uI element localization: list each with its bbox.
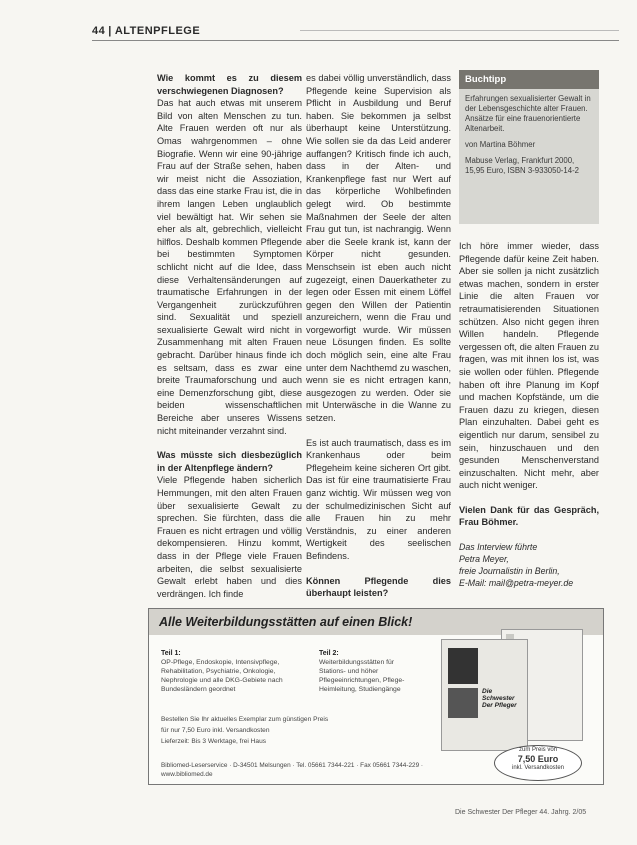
book-tip-publisher: Mabuse Verlag, Frankfurt 2000, 15,95 Euro, ISBN 3-933050-14-2 <box>465 156 579 175</box>
book-cover <box>441 639 528 751</box>
book-tip-author: von Martina Böhmer <box>465 140 536 149</box>
ad-part-1-body: OP-Pflege, Endoskopie, Intensivpflege, Rehabilitation, Psychiatrie, Onkologie, Nephrologie und alle DKG-Gebiete nach Bundesländern geordnet <box>161 659 283 693</box>
cover-photo <box>448 688 478 718</box>
book-tip-box <box>459 70 599 224</box>
column-3 <box>459 240 599 589</box>
column-1 <box>157 72 302 612</box>
price-label: zum Preis von <box>518 747 557 753</box>
interview-credit <box>459 541 599 589</box>
ad-order-line: für nur 7,50 Euro inkl. Versandkosten <box>161 727 270 734</box>
page-footer: Die Schwester Der Pfleger 44. Jahrg. 2/05 <box>455 809 587 816</box>
credit-email: E-Mail: mail@petra-meyer.de <box>459 578 574 589</box>
page-number: 44 <box>92 25 106 37</box>
ad-order-line: Lieferzeit: Bis 3 Werktage, frei Haus <box>161 738 267 745</box>
ad-part-2 <box>319 649 419 694</box>
section-title: ALTENPFLEGE <box>114 25 201 37</box>
ad-part-1 <box>161 649 311 694</box>
ad-part-2-head: Teil 2: <box>319 650 339 657</box>
advertisement <box>148 608 604 785</box>
price-badge <box>494 745 582 781</box>
header-top-rule <box>300 30 619 31</box>
ad-title: Alle Weiterbildungsstätten auf einen Blick! <box>149 609 603 635</box>
paragraph: es dabei völlig unverständlich, dass Pflegende keine Supervision als Pflicht in Ausbildung und Beruf haben. Sie bekommen ja selbst überhaupt keine Unterstützung. Wie sollen sie da das Leid anderer auffangen? Kritisch finde ich auch, dass in der Alten- und Krankenpflege fast nur Wert auf das körperliche Wohlbefinden gelegt wird. Ob bestimmte Maßnahmen der Seele der alten Frau gut tun, ist nachrangig. Wenn aber die Seele krank ist, kann der Körper nicht gesunden. Menschsein ist eben auch nicht zugezeigt, einen Dauerkatheter zu legen oder Essen mit einem Löffel gegen den Willen der Patientin anzureichern, wenn die Frau und vorgeworfigt wurde. Wir müssen neue Lösungen finden. Es sollte doch möglich sein, eine alte Frau unter dem Nachthemd zu waschen, wenn sie es nicht ertragen kann, ausgezogen zu werden. Oder sie mit Unterwäsche in die Wanne zu setzen. <box>306 73 451 424</box>
ad-part-1-head: Teil 1: <box>161 650 181 657</box>
book-cover-title: Die Schwester Der Pfleger <box>482 688 517 709</box>
column-2 <box>306 72 451 612</box>
answer-1: Das hat auch etwas mit unserem Bild von alten Menschen zu tun. Alte Frauen werden oft nur als Omas wahrgenommen – ohne Biografie. Wenn wir eine 90-jährige Frau auf der Straße sehen, haben wir meist nicht die Assoziation, dass das eine starke Frau ist, die in ihrem langen Leben unglaublich viel bewältigt hat. Wir sehen sie eher als alt, gebrechlich, vielleicht hilflos. Deshalb kommen Pflegende bei bestimmten Symptomen schlicht nicht auf die Idee, dass diese Verhaltensänderungen auf traumatische Erfahrungen in der Vergangenheit zurückzuführen sind. Sexualität und speziell sexualisierte Gewalt wird nicht in Zusammenhang mit alten Frauen gebracht. Darüber hinaus finde ich es seltsam, dass es zwar eine breite Traumaforschung und auch eine Demenzforschung gibt, diese beiden wissenschaftlichen Bereiche aber unseres Wissens nicht miteinander verzahnt sind. <box>157 98 302 436</box>
book-tip-title: Buchtipp <box>459 70 599 89</box>
header-separator: | <box>108 25 112 37</box>
credit-line: Das Interview führte <box>459 542 538 553</box>
question-2: Was müsste sich diesbezüglich in der Altenpflege ändern? <box>157 450 302 473</box>
paragraph: Ich höre immer wieder, dass Pflegende dafür keine Zeit haben. Aber sie sollen ja nicht zusätzlich etwas machen, sondern in erster Linie die alten Frauen vor retraumatisierenden Situationen schützen. Also nicht gegen ihren Willen handeln. Pflegende vergessen oft, die alten Frauen zu fragen, was mit ihnen los ist, was sie wollen oder fühlen. Pflegende haben oft ihre Planung im Kopf und machen Kopfstände, um die Frauen dazu zu kriegen, diesen Plan einzuhalten. Dabei geht es eigentlich nur darum, sensibel zu sein, hinzuschauen und den gesunden Menschenverstand einzuschalten. Nicht mehr, aber auch nicht weniger. <box>459 241 599 491</box>
ad-contact-footer: Bibliomed-Leserservice · D-34501 Melsungen · Tel. 05661 7344-221 · Fax 05661 7344-229 · www.bibliomed.de <box>161 762 424 778</box>
credit-name: Petra Meyer, <box>459 554 509 565</box>
credit-line: freie Journalistin in Berlin, <box>459 566 560 577</box>
book-tip-text: Erfahrungen sexualisierter Gewalt in der Lebensgeschichte alter Frauen. Ansätze für eine frauenorientierte Altenarbeit. <box>465 94 591 133</box>
ad-order-info <box>161 715 431 748</box>
price-value: 7,50 Euro <box>517 754 559 764</box>
answer-2: Viele Pflegende haben sicherlich Hemmungen, mit den alten Frauen über sexualisierte Gewalt zu sprechen. Sie fürchten, dass die Frauen es nicht ertragen und völlig dekompensieren. Hinzu kommt, dass in der Pflege viele Frauen arbeiten, die selbst sexualisierte Gewalt erlebt haben und dies verdrängen. Ich finde <box>157 475 302 599</box>
question-3: Können Pflegende dies überhaupt leisten? <box>306 575 451 599</box>
page-header <box>92 25 200 37</box>
ad-order-line: Bestellen Sie Ihr aktuelles Exemplar zum günstigen Preis <box>161 716 329 723</box>
cover-photo <box>448 648 478 684</box>
ad-part-2-body: Weiterbildungsstätten für Stations- und höher Pflegeeinrichtungen, Pflege-Heimleitung, Studiengänge <box>319 659 405 693</box>
thanks-line: Vielen Dank für das Gespräch, Frau Böhmer. <box>459 504 599 528</box>
question-1: Wie kommt es zu diesem verschwiegenen Diagnosen? <box>157 73 302 96</box>
price-note: inkl. Versandkosten <box>511 765 565 771</box>
header-rule <box>92 40 619 41</box>
paragraph: Es ist auch traumatisch, dass es im Krankenhaus oder beim Pflegeheim keine sicheren Ort gibt. Das ist für eine traumatisierte Frau ganz wichtig. Wir müssen weg von der schulmedizinischen Sicht auf alle Frauen hin zu mehr Verständnis, zu einer anderen Wertigkeit des seelischen Befindens. <box>306 437 451 561</box>
